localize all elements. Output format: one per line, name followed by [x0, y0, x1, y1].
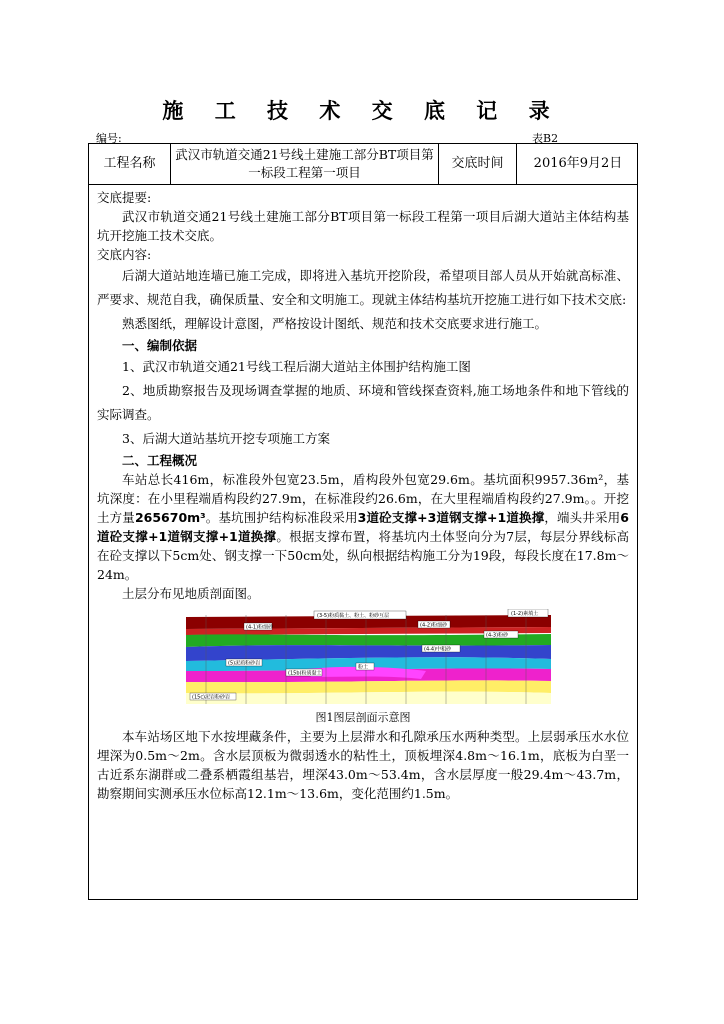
figure-label-5: (4-3)粉砂 — [486, 632, 509, 639]
excavation-volume: 265670m³ — [134, 510, 206, 525]
summary-text: 武汉市轨道交通21号线土建施工部分BT项目第一标段工程第一项目后湖大道站主体结构基坑开挖施工技术交底。 — [97, 209, 629, 243]
section-basis-title: 一、编制依据 — [122, 338, 198, 353]
figure-caption: 图1图层剖面示意图 — [315, 711, 411, 724]
table-number: 表B2 — [532, 132, 559, 145]
record-table — [88, 143, 638, 900]
geological-profile-figure — [186, 609, 551, 704]
content-body — [97, 188, 629, 803]
groundwater-paragraph: 本车站场区地下水按埋藏条件，主要为上层滞水和孔隙承压水两种类型。上层弱承压水水位埋深为0.5m～2m。含水层顶板为微弱透水的粘性土，顶板埋深4.8m～16.1m，底板为白垩一古近系东湖群或二叠系栖霞组基岩，埋深43.0m～53.4m，含水层厚度一般29.4m～43.7m，勘察期间实测承压水位标高12.1m～13.6m，变化范围约1.5m。 — [97, 729, 629, 801]
figure-label-8: 粉土 — [358, 664, 369, 671]
basis-item-2: 2、地质勘察报告及现场调查掌握的地质、环境和管线探查资料,施工场地条件和地下管线的实际调查。 — [97, 383, 629, 422]
header-row — [89, 144, 637, 185]
figure-label-4: (4-2)粉细砂 — [420, 622, 448, 629]
end-shaft-support: 6道砼支撑+1道钢支撑+1道换撑 — [97, 510, 629, 544]
section-overview-title: 二、工程概况 — [122, 453, 198, 468]
basis-item-3: 3、后湖大道站基坑开挖专项施工方案 — [122, 431, 330, 446]
figure-label-9: (15b)粉质黏土 — [288, 670, 322, 677]
figure-label-1: (3-5)粉质黏土、粉土、粉砂互层 — [317, 613, 390, 619]
page-title: 施 工 技 术 交 底 记 录 — [162, 98, 562, 123]
time-label: 交底时间 — [439, 144, 517, 184]
figure-label-10: (15c)泥岩粉砂岩 — [192, 694, 231, 701]
content-label: 交底内容: — [97, 247, 152, 262]
summary-label: 交底提要: — [97, 190, 152, 205]
project-label: 工程名称 — [89, 144, 171, 184]
figure-label-3: (4-1)粉细砂 — [246, 624, 274, 631]
figure-label-6: (4-4)中粗砂 — [424, 646, 452, 653]
basis-item-1: 1、武汉市轨道交通21号线工程后湖大道站主体围护结构施工图 — [122, 359, 471, 374]
project-name: 武汉市轨道交通21号线土建施工部分BT项目第一标段工程第一项目 — [171, 144, 439, 184]
drawing-paragraph: 熟悉图纸，理解设计意图，严格按设计图纸、规范和技术交底要求进行施工。 — [122, 316, 548, 331]
standard-support: 3道砼支撑+3道钢支撑+1道换撑 — [357, 510, 545, 525]
intro-paragraph: 后湖大道站地连墙已施工完成，即将进入基坑开挖阶段，希望项目部人员从开始就高标准、严要求、规范自我，确保质量、安全和文明施工。现就主体结构基坑开挖施工进行如下技术交底: — [97, 268, 629, 307]
profile-reference: 土层分布见地质剖面图。 — [122, 586, 260, 601]
serial-label: 编号: — [96, 132, 122, 145]
time-value: 2016年9月2日 — [533, 156, 623, 171]
overview-paragraph: 车站总长416m，标准段外包宽23.5m，盾构段外包宽29.6m。基坑面积9957.36m²，基坑深度：在小里程端盾构段约27.9m，在标准段约26.6m，在大里程端盾构段约27.9m。。开挖土方量265670m³。基坑围护结构标准段采用3道砼支撑+3道钢支撑+1道换撑，端头井采用6道砼支撑+1道钢支撑+1道换撑。根据支撑布置，将基坑内土体竖向分为7层，每层分界线标高在砼支撑以下5cm处、钢支撑一下50cm处，纵向根据结构施工分为19段，每段长度在17.8m～24m。 — [97, 472, 629, 582]
figure-label-2: (1-2)素填土 — [511, 611, 539, 617]
figure-label-7: (5)泥质粉砂岩 — [228, 660, 261, 667]
